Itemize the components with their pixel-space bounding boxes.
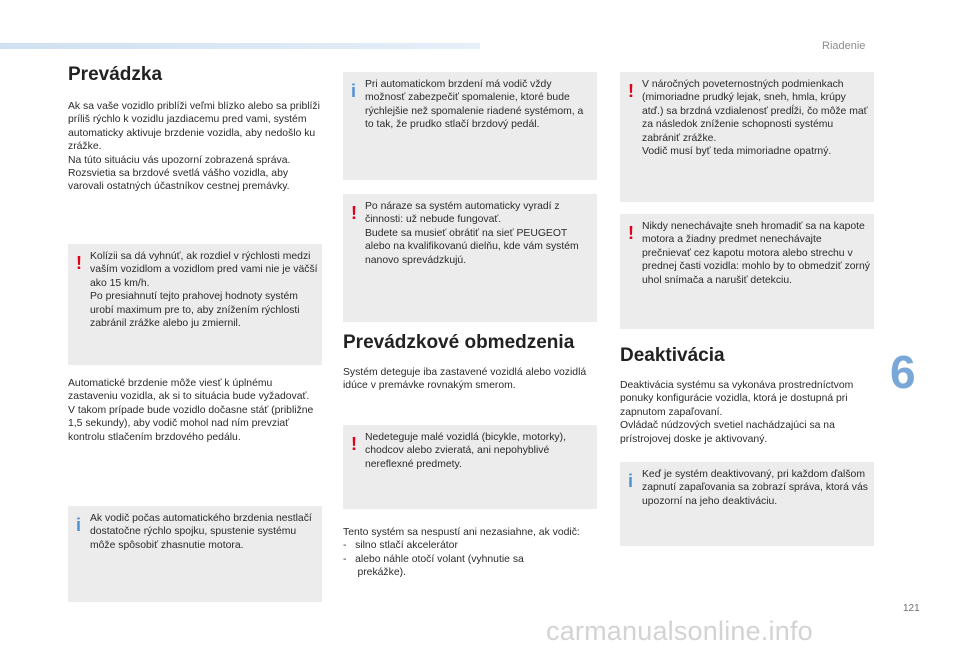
warning-text: Nedeteguje malé vozidlá (bicykle, motorky), chodcov alebo zvieratá, ani nepohyblivé nereflexné predmety.	[365, 432, 566, 470]
warning-icon: !	[351, 434, 357, 454]
warning-icon: !	[628, 81, 634, 101]
info-box	[68, 506, 322, 602]
warning-icon: !	[76, 253, 82, 273]
warning-box	[343, 194, 597, 322]
info-box	[343, 72, 597, 180]
warning-icon: !	[351, 203, 357, 223]
section-title-deaktivacia: Deaktivácia	[620, 345, 725, 366]
info-text: Keď je systém deaktivovaný, pri každom ďalšom zapnutí zapaľovania sa zobrazí správa, ktorá vás upozorní na jeho deaktiváciu.	[642, 469, 868, 507]
warning-box	[343, 425, 597, 509]
section-title-obmedzenia: Prevádzkové obmedzenia	[343, 332, 575, 353]
warning-box	[620, 72, 874, 202]
paragraph: Ak sa vaše vozidlo priblíži veľmi blízko alebo sa priblíži príliš rýchlo k vozidlu jazdiacemu pred vami, systém automaticky aktivuje brzdenie vozidla, aby nedošlo ku zrážke. Na túto situáciu vás upozorní zobrazená správa. Rozsvietia sa brzdové svetlá vášho vozidla, aby varovali ostatných účastníkov cestnej premávky.	[68, 101, 320, 193]
paragraph: Automatické brzdenie môže viesť k úplnému zastaveniu vozidla, ak si to situácia bude vyžadovať. V takom prípade bude vozidlo dočasne stáť (približne 1,5 sekundy), aby vodič mohol nad ním prevziať kontrolu stlačením brzdového pedálu.	[68, 378, 314, 443]
info-icon: i	[351, 81, 357, 101]
info-text: Pri automatickom brzdení má vodič vždy možnosť zabezpečiť spomalenie, ktoré bude rýchlejšie než spomalenie riadené systémom, a to tak, že prudko stlačí brzdový pedál.	[365, 79, 584, 131]
chapter-title: Riadenie	[822, 40, 866, 52]
warning-icon: !	[628, 223, 634, 243]
info-icon: i	[76, 515, 82, 535]
warning-text: V náročných poveternostných podmienkach (mimoriadne prudký lejak, sneh, hmla, krúpy atď.) sa brzdná vzdialenosť predĺži, čo môže mať za následok zníženie schopnosti systému zabrániť zrážke. Vodič musí byť teda mimoriadne opatrný.	[642, 79, 868, 158]
warning-text: Nikdy nenechávajte sneh hromadiť sa na kapote motora a žiadny predmet nenechávajte prečnievať cez kapotu motora alebo strechu v prednej časti vozidla: mohlo by to obmedziť zorný uhol snímača a narušiť detekciu.	[642, 221, 870, 286]
watermark: carmanualsonline.info	[546, 616, 813, 646]
paragraph: Systém deteguje iba zastavené vozidlá alebo vozidlá idúce v premávke rovnakým smerom.	[343, 367, 587, 392]
info-box	[620, 462, 874, 546]
paragraph: Deaktivácia systému sa vykonáva prostredníctvom ponuky konfigurácie vozidla, ktorá je dostupná pri zapnutom zapaľovaní. Ovládač núdzových svetiel nachádzajúci sa na prístrojovej doske je aktivovaný.	[620, 380, 854, 445]
warning-text: Po náraze sa systém automaticky vyradí z činnosti: už nebude fungovať. Budete sa musieť obrátiť na sieť PEUGEOT alebo na kvalifikovanú dielňu, kde vám systém nanovo sprevádzkujú.	[365, 201, 579, 266]
header-bar	[0, 43, 480, 49]
paragraph: Tento systém sa nespustí ani nezasiahne, ak vodič: - silno stlačí akcelerátor - alebo náhle otočí volant (vyhnutie sa prekážke).	[343, 527, 580, 579]
info-icon: i	[628, 471, 634, 491]
info-text: Ak vodič počas automatického brzdenia nestlačí dostatočne rýchlo spojku, spustenie systému môže spôsobiť zhasnutie motora.	[90, 513, 312, 551]
warning-box	[620, 214, 874, 329]
chapter-number: 6	[890, 346, 916, 398]
warning-text: Kolízii sa dá vyhnúť, ak rozdiel v rýchlosti medzi vaším vozidlom a vozidlom pred vami nie je väčší ako 15 km/h. Po presiahnutí tejto prahovej hodnoty systém urobí maximum pre to, aby znížením rýchlosti zabránil zrážke alebo ju zmiernil.	[90, 251, 318, 330]
section-title-prevadzka: Prevádzka	[68, 64, 163, 85]
page-number: 121	[903, 603, 920, 614]
warning-box	[68, 244, 322, 365]
